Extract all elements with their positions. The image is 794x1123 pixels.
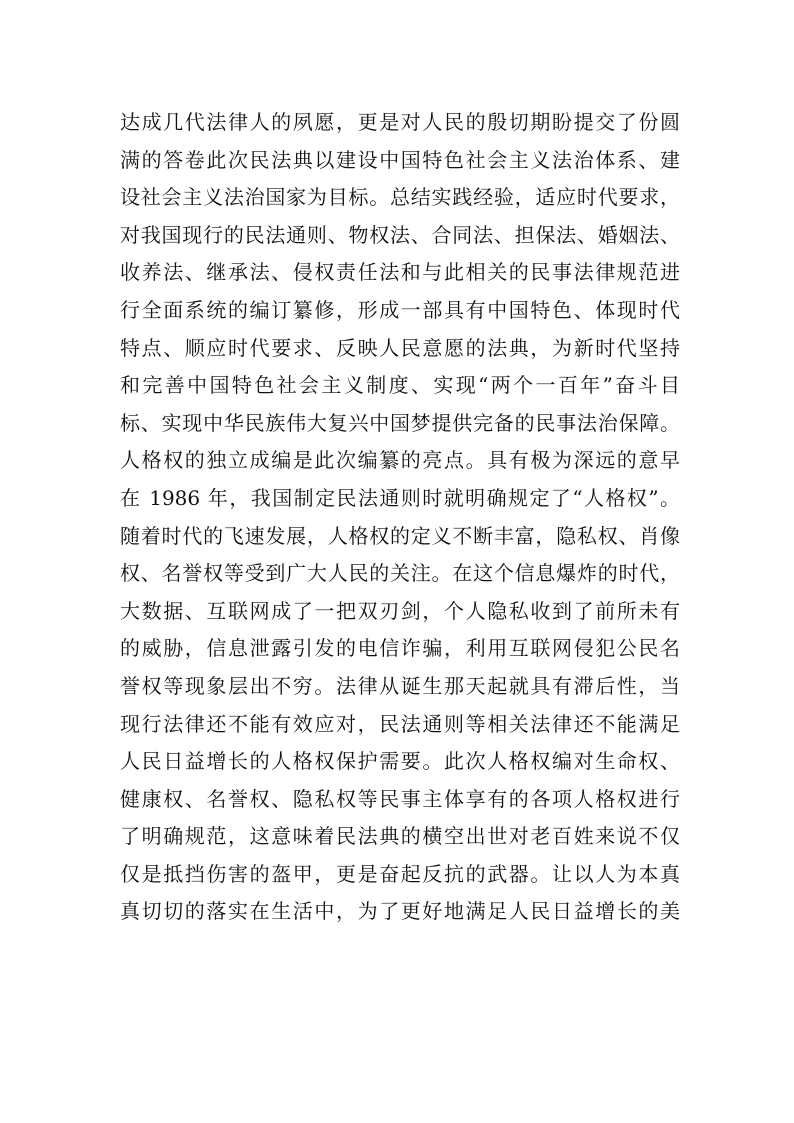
text-line: 和完善中国特色社会主义制度、实现“两个一百年”奋斗目 bbox=[120, 373, 680, 398]
text-line: 现行法律还不能有效应对，民法通则等相关法律还不能满足 bbox=[120, 711, 680, 736]
text-line: 大数据、互联网成了一把双刃剑，个人隐私收到了前所未有 bbox=[120, 598, 680, 623]
text-line: 的威胁，信息泄露引发的电信诈骗，利用互联网侵犯公民名 bbox=[120, 636, 680, 661]
text-line: 人民日益增长的人格权保护需要。此次人格权编对生命权、 bbox=[120, 749, 680, 774]
text-line: 权、名誉权等受到广大人民的关注。在这个信息爆炸的时代， bbox=[120, 561, 680, 586]
text-line: 满的答卷此次民法典以建设中国特色社会主义法治体系、建 bbox=[120, 147, 680, 172]
text-line: 收养法、继承法、侵权责任法和与此相关的民事法律规范进 bbox=[120, 260, 680, 285]
body-text bbox=[120, 104, 680, 931]
text-line: 誉权等现象层出不穷。法律从诞生那天起就具有滞后性，当 bbox=[120, 673, 680, 698]
text-line: 随着时代的飞速发展，人格权的定义不断丰富，隐私权、肖像 bbox=[120, 523, 680, 548]
text-line: 在 1986 年，我国制定民法通则时就明确规定了“人格权”。 bbox=[120, 485, 680, 510]
text-line: 标、实现中华民族伟大复兴中国梦提供完备的民事法治保障。 bbox=[120, 410, 680, 435]
text-line: 达成几代法律人的夙愿，更是对人民的殷切期盼提交了份圆 bbox=[120, 110, 680, 134]
text-line: 仅是抵挡伤害的盔甲，更是奋起反抗的武器。让以人为本真 bbox=[120, 861, 680, 886]
text-line: 健康权、名誉权、隐私权等民事主体享有的各项人格权进行 bbox=[120, 786, 680, 811]
text-line: 了明确规范，这意味着民法典的横空出世对老百姓来说不仅 bbox=[120, 824, 680, 849]
text-line: 特点、顺应时代要求、反映人民意愿的法典，为新时代坚持 bbox=[120, 335, 680, 360]
text-line: 真切切的落实在生活中，为了更好地满足人民日益增长的美 bbox=[120, 899, 680, 924]
text-line: 行全面系统的编订纂修，形成一部具有中国特色、体现时代 bbox=[120, 297, 680, 322]
text-line: 设社会主义法治国家为目标。总结实践经验，适应时代要求， bbox=[120, 185, 680, 210]
text-line: 对我国现行的民法通则、物权法、合同法、担保法、婚姻法、 bbox=[120, 222, 680, 247]
text-line: 人格权的独立成编是此次编纂的亮点。具有极为深远的意早 bbox=[120, 448, 680, 473]
